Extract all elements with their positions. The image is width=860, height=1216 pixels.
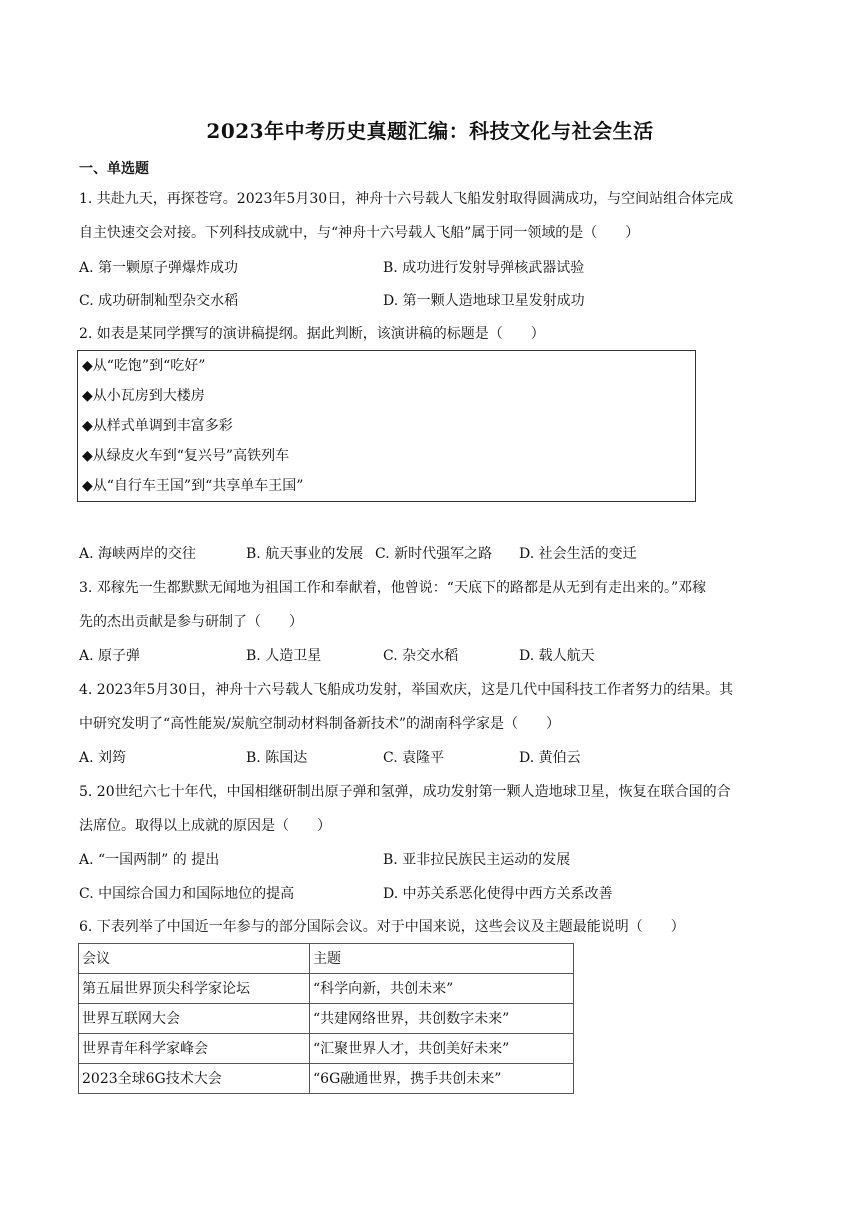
q3-option-b: B. 人造卫星 [246,648,322,664]
table-cell: 2023全球6G技术大会 [79,1064,310,1094]
q1-option-d: D. 第一颗人造地球卫星发射成功 [383,293,585,309]
q3-option-a: A. 原子弹 [79,648,141,664]
q4-stem-line2: 中研究发明了“高性能炭/炭航空制动材料制备新技术”的湖南科学家是（ ） [79,716,561,732]
q4-option-a: A. 刘筠 [79,750,127,766]
q3-option-d: D. 载人航天 [519,648,595,664]
q4-option-c: C. 袁隆平 [383,750,445,766]
q2-option-b: B. 航天事业的发展 [246,546,364,562]
q3-stem-line2: 先的杰出贡献是参与研制了（ ） [79,614,303,630]
table-cell: 会议 [79,944,310,974]
section-heading: 一、单选题 [79,161,149,177]
table-cell: “6G融通世界，携手共创未来” [310,1064,574,1094]
q5-stem-line1: 5. 20世纪六七十年代，中国相继研制出原子弹和氢弹，成功发射第一颗人造地球卫星，恢复在联合国的合 [79,784,731,800]
q2-option-c: C. 新时代强军之路 [375,546,493,562]
q1-option-c: C. 成功研制籼型杂交水稻 [79,293,239,309]
q5-option-a: A. “一国两制” 的 提出 [79,852,220,868]
outline-item: ◆从小瓦房到大楼房 [82,388,205,404]
table-cell: 主题 [310,944,574,974]
conference-table [78,943,574,1094]
table-row [79,1004,574,1034]
table-row [79,1034,574,1064]
table-row [79,1064,574,1094]
q2-stem: 2. 如表是某同学撰写的演讲稿提纲。据此判断，该演讲稿的标题是（ ） [79,326,545,342]
table-row [79,974,574,1004]
table-cell: 世界互联网大会 [79,1004,310,1034]
q1-stem-line2: 自主快速交会对接。下列科技成就中，与“神舟十六号载人飞船”属于同一领域的是（ ） [79,225,640,241]
q3-stem-line1: 3. 邓稼先一生都默默无闻地为祖国工作和奉献着，他曾说：“天底下的路都是从无到有走出来的。”邓稼 [79,580,707,596]
table-cell: 世界青年科学家峰会 [79,1034,310,1064]
speech-outline-box [77,350,696,502]
q5-option-c: C. 中国综合国力和国际地位的提高 [79,886,295,902]
q5-stem-line2: 法席位。取得以上成就的原因是（ ） [79,818,331,834]
q1-option-a: A. 第一颗原子弹爆炸成功 [79,260,239,276]
outline-item: ◆从样式单调到丰富多彩 [82,418,233,434]
q4-stem-line1: 4. 2023年5月30日，神舟十六号载人飞船成功发射，举国欢庆，这是几代中国科技工作者努力的结果。其 [79,682,734,698]
document-title: 2023年中考历史真题汇编：科技文化与社会生活 [206,119,654,143]
outline-item: ◆从“吃饱”到“吃好” [82,358,206,374]
table-cell: “汇聚世界人才，共创美好未来” [310,1034,574,1064]
q5-option-d: D. 中苏关系恶化使得中西方关系改善 [383,886,613,902]
q2-option-d: D. 社会生活的变迁 [519,546,637,562]
q5-option-b: B. 亚非拉民族民主运动的发展 [383,852,571,868]
outline-item: ◆从绿皮火车到“复兴号”高铁列车 [82,448,290,464]
table-cell: 第五届世界顶尖科学家论坛 [79,974,310,1004]
table-header-row [79,944,574,974]
q4-option-d: D. 黄伯云 [519,750,581,766]
q1-option-b: B. 成功进行发射导弹核武器试验 [383,260,585,276]
q2-option-a: A. 海峡两岸的交往 [79,546,197,562]
q4-option-b: B. 陈国达 [246,750,308,766]
q1-stem-line1: 1. 共赴九天，再探苍穹。2023年5月30日，神舟十六号载人飞船发射取得圆满成功，与空间站组合体完成 [79,191,734,207]
q6-stem: 6. 下表列举了中国近一年参与的部分国际会议。对于中国来说，这些会议及主题最能说明（ ） [79,919,685,935]
q3-option-c: C. 杂交水稻 [383,648,459,664]
table-cell: “科学向新，共创未来” [310,974,574,1004]
outline-item: ◆从“自行车王国”到“共享单车王国” [82,478,304,494]
table-cell: “共建网络世界，共创数字未来” [310,1004,574,1034]
